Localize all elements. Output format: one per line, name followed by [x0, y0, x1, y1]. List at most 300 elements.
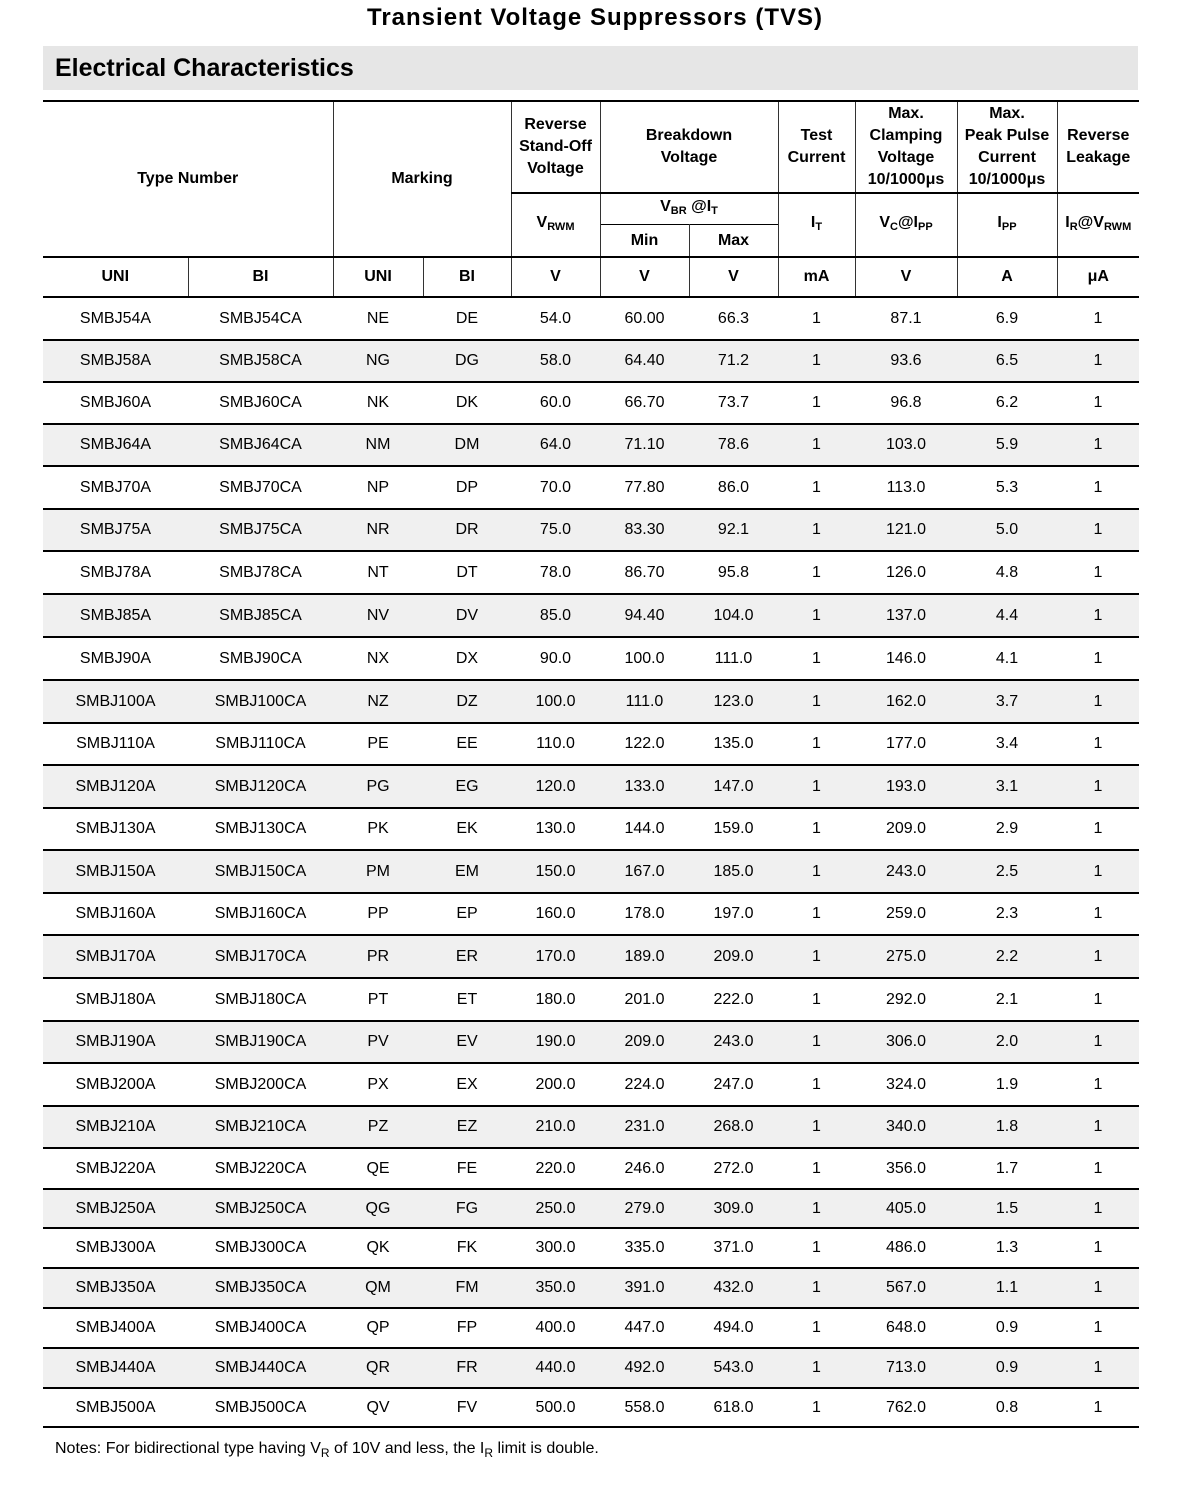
table-cell: 250.0 [511, 1189, 600, 1228]
table-cell: PX [333, 1063, 423, 1106]
table-cell: 180.0 [511, 978, 600, 1021]
table-cell: 432.0 [689, 1268, 778, 1308]
header-type-number: Type Number [43, 101, 333, 257]
table-cell: SMBJ500A [43, 1388, 188, 1427]
table-cell: 193.0 [855, 765, 957, 808]
table-cell: 78.6 [689, 424, 778, 466]
table-cell: EK [423, 808, 511, 850]
table-cell: DR [423, 509, 511, 551]
table-cell: 1 [1057, 340, 1139, 382]
table-cell: 400.0 [511, 1308, 600, 1348]
table-cell: SMBJ150CA [188, 850, 333, 893]
table-cell: 1 [1057, 297, 1139, 340]
table-cell: 1 [778, 723, 855, 765]
table-cell: 2.2 [957, 935, 1057, 978]
table-cell: 1 [1057, 551, 1139, 594]
table-cell: 1 [778, 424, 855, 466]
table-cell: 111.0 [600, 680, 689, 723]
table-cell: 201.0 [600, 978, 689, 1021]
table-row [43, 551, 1139, 594]
table-cell: 209.0 [600, 1021, 689, 1063]
table-cell: SMBJ120A [43, 765, 188, 808]
table-cell: 190.0 [511, 1021, 600, 1063]
symbol-vrwm: $V_{RWM}$ [511, 193, 600, 257]
table-cell: EG [423, 765, 511, 808]
table-cell: 6.9 [957, 297, 1057, 340]
table-cell: 73.7 [689, 382, 778, 424]
table-cell: EV [423, 1021, 511, 1063]
table-cell: 1 [778, 297, 855, 340]
table-cell: NX [333, 637, 423, 680]
table-cell: 279.0 [600, 1189, 689, 1228]
table-cell: 1 [1057, 1106, 1139, 1148]
table-cell: 1 [778, 850, 855, 893]
table-cell: SMBJ190CA [188, 1021, 333, 1063]
table-cell: 1 [1057, 1228, 1139, 1268]
table-cell: 1 [1057, 466, 1139, 509]
table-cell: SMBJ78A [43, 551, 188, 594]
table-cell: 2.1 [957, 978, 1057, 1021]
table-cell: NG [333, 340, 423, 382]
symbol-vbr: $V_{BR}$ $@I_T$ [600, 193, 778, 225]
table-cell: QM [333, 1268, 423, 1308]
table-cell: 1 [1057, 1388, 1139, 1427]
table-cell: 86.70 [600, 551, 689, 594]
table-cell: SMBJ350CA [188, 1268, 333, 1308]
table-cell: DE [423, 297, 511, 340]
table-cell: 762.0 [855, 1388, 957, 1427]
table-cell: NR [333, 509, 423, 551]
table-cell: 494.0 [689, 1308, 778, 1348]
table-cell: 306.0 [855, 1021, 957, 1063]
table-cell: 1 [778, 978, 855, 1021]
table-cell: 1 [1057, 1189, 1139, 1228]
table-cell: 1 [1057, 1148, 1139, 1189]
table-cell: 405.0 [855, 1189, 957, 1228]
table-cell: SMBJ250CA [188, 1189, 333, 1228]
table-row [43, 1268, 1139, 1308]
table-cell: SMBJ60A [43, 382, 188, 424]
table-cell: 275.0 [855, 935, 957, 978]
table-cell: 78.0 [511, 551, 600, 594]
table-cell: 1 [1057, 850, 1139, 893]
table-cell: 440.0 [511, 1348, 600, 1388]
table-cell: 391.0 [600, 1268, 689, 1308]
table-cell: 209.0 [689, 935, 778, 978]
table-cell: 4.8 [957, 551, 1057, 594]
table-cell: ET [423, 978, 511, 1021]
table-cell: 147.0 [689, 765, 778, 808]
table-cell: SMBJ400CA [188, 1308, 333, 1348]
table-cell: 324.0 [855, 1063, 957, 1106]
table-cell: 104.0 [689, 594, 778, 637]
table-cell: 335.0 [600, 1228, 689, 1268]
table-cell: 95.8 [689, 551, 778, 594]
table-cell: DX [423, 637, 511, 680]
table-cell: QR [333, 1348, 423, 1388]
table-cell: SMBJ210A [43, 1106, 188, 1148]
table-cell: 1 [1057, 723, 1139, 765]
table-cell: SMBJ180A [43, 978, 188, 1021]
table-cell: SMBJ58A [43, 340, 188, 382]
table-cell: 543.0 [689, 1348, 778, 1388]
table-cell: PG [333, 765, 423, 808]
table-cell: 1 [778, 1106, 855, 1148]
table-row [43, 893, 1139, 935]
table-cell: EM [423, 850, 511, 893]
table-cell: SMBJ75CA [188, 509, 333, 551]
table-cell: 1 [1057, 1063, 1139, 1106]
table-cell: 71.10 [600, 424, 689, 466]
table-cell: SMBJ110A [43, 723, 188, 765]
table-cell: 54.0 [511, 297, 600, 340]
table-cell: 150.0 [511, 850, 600, 893]
table-cell: NP [333, 466, 423, 509]
table-row [43, 594, 1139, 637]
table-cell: 90.0 [511, 637, 600, 680]
table-row [43, 850, 1139, 893]
table-cell: DV [423, 594, 511, 637]
table-cell: 137.0 [855, 594, 957, 637]
table-cell: 231.0 [600, 1106, 689, 1148]
table-cell: 60.0 [511, 382, 600, 424]
table-cell: NM [333, 424, 423, 466]
header-clamping-voltage: Max. Clamping Voltage 10/1000μs [855, 101, 957, 193]
table-cell: 144.0 [600, 808, 689, 850]
header-test-current: Test Current [778, 101, 855, 193]
table-row [43, 723, 1139, 765]
table-cell: NK [333, 382, 423, 424]
table-cell: 1 [1057, 978, 1139, 1021]
table-cell: 122.0 [600, 723, 689, 765]
table-cell: PM [333, 850, 423, 893]
table-cell: FK [423, 1228, 511, 1268]
table-cell: 1 [1057, 594, 1139, 637]
table-cell: 1 [1057, 1348, 1139, 1388]
table-cell: 259.0 [855, 893, 957, 935]
table-cell: 3.1 [957, 765, 1057, 808]
table-cell: 340.0 [855, 1106, 957, 1148]
table-cell: 3.4 [957, 723, 1057, 765]
table-cell: 92.1 [689, 509, 778, 551]
table-cell: 300.0 [511, 1228, 600, 1268]
table-cell: 1 [778, 935, 855, 978]
table-cell: 177.0 [855, 723, 957, 765]
table-cell: 243.0 [855, 850, 957, 893]
unit-cell: mA [778, 257, 855, 297]
table-cell: QK [333, 1228, 423, 1268]
table-row [43, 935, 1139, 978]
table-cell: 1 [778, 1268, 855, 1308]
table-cell: 1 [1057, 382, 1139, 424]
table-row [43, 1228, 1139, 1268]
table-cell: 86.0 [689, 466, 778, 509]
table-cell: SMBJ170A [43, 935, 188, 978]
table-cell: SMBJ75A [43, 509, 188, 551]
document-title: Transient Voltage Suppressors (TVS) [367, 4, 823, 31]
table-cell: 268.0 [689, 1106, 778, 1148]
table-cell: 0.8 [957, 1388, 1057, 1427]
table-cell: PR [333, 935, 423, 978]
table-cell: 113.0 [855, 466, 957, 509]
table-cell: 1 [778, 551, 855, 594]
table-cell: 66.3 [689, 297, 778, 340]
table-cell: 243.0 [689, 1021, 778, 1063]
table-cell: SMBJ180CA [188, 978, 333, 1021]
header-max: Max [689, 225, 778, 258]
table-cell: 5.9 [957, 424, 1057, 466]
header-reverse-standoff-voltage: Reverse Stand-Off Voltage [511, 101, 600, 193]
table-cell: SMBJ90A [43, 637, 188, 680]
unit-cell: V [511, 257, 600, 297]
table-cell: 247.0 [689, 1063, 778, 1106]
table-cell: 1 [1057, 1021, 1139, 1063]
table-cell: 1 [778, 382, 855, 424]
unit-cell: UNI [333, 257, 423, 297]
table-cell: 222.0 [689, 978, 778, 1021]
table-cell: ER [423, 935, 511, 978]
table-cell: SMBJ220A [43, 1148, 188, 1189]
table-cell: PK [333, 808, 423, 850]
table-cell: 210.0 [511, 1106, 600, 1148]
table-cell: PE [333, 723, 423, 765]
table-cell: SMBJ250A [43, 1189, 188, 1228]
table-cell: SMBJ150A [43, 850, 188, 893]
table-cell: FP [423, 1308, 511, 1348]
table-cell: 170.0 [511, 935, 600, 978]
table-cell: 648.0 [855, 1308, 957, 1348]
table-cell: EX [423, 1063, 511, 1106]
table-cell: 6.5 [957, 340, 1057, 382]
table-cell: DZ [423, 680, 511, 723]
table-cell: SMBJ130A [43, 808, 188, 850]
table-cell: 1 [1057, 1268, 1139, 1308]
table-cell: 133.0 [600, 765, 689, 808]
table-cell: 1 [1057, 935, 1139, 978]
table-cell: SMBJ70A [43, 466, 188, 509]
table-row [43, 1063, 1139, 1106]
table-cell: 292.0 [855, 978, 957, 1021]
table-cell: 356.0 [855, 1148, 957, 1189]
table-cell: 83.30 [600, 509, 689, 551]
table-cell: PT [333, 978, 423, 1021]
table-cell: 447.0 [600, 1308, 689, 1348]
table-cell: EE [423, 723, 511, 765]
table-cell: 130.0 [511, 808, 600, 850]
table-cell: 220.0 [511, 1148, 600, 1189]
table-cell: 1 [778, 1228, 855, 1268]
unit-cell: BI [423, 257, 511, 297]
table-cell: 96.8 [855, 382, 957, 424]
table-cell: SMBJ90CA [188, 637, 333, 680]
table-row [43, 1388, 1139, 1427]
table-cell: SMBJ100A [43, 680, 188, 723]
table-cell: 1 [778, 594, 855, 637]
section-title: Electrical Characteristics [43, 46, 1138, 90]
table-cell: 4.1 [957, 637, 1057, 680]
table-row [43, 1308, 1139, 1348]
table-cell: 100.0 [600, 637, 689, 680]
table-cell: FM [423, 1268, 511, 1308]
table-cell: 1 [778, 1148, 855, 1189]
table-cell: SMBJ210CA [188, 1106, 333, 1148]
table-row [43, 382, 1139, 424]
table-row [43, 1106, 1139, 1148]
unit-cell: UNI [43, 257, 188, 297]
table-cell: NE [333, 297, 423, 340]
table-cell: 1 [1057, 765, 1139, 808]
table-cell: QE [333, 1148, 423, 1189]
table-cell: 492.0 [600, 1348, 689, 1388]
table-cell: 135.0 [689, 723, 778, 765]
table-row [43, 1021, 1139, 1063]
table-cell: FR [423, 1348, 511, 1388]
header-peak-pulse-current: Max. Peak Pulse Current 10/1000μs [957, 101, 1057, 193]
unit-cell: μA [1057, 257, 1139, 297]
table-cell: 1 [778, 1189, 855, 1228]
table-row [43, 509, 1139, 551]
table-cell: SMBJ200CA [188, 1063, 333, 1106]
table-cell: 224.0 [600, 1063, 689, 1106]
table-row [43, 765, 1139, 808]
table-cell: 146.0 [855, 637, 957, 680]
table-body [43, 297, 1139, 1427]
table-row [43, 466, 1139, 509]
table-cell: 1 [1057, 893, 1139, 935]
table-cell: PP [333, 893, 423, 935]
table-row [43, 424, 1139, 466]
table-cell: 2.5 [957, 850, 1057, 893]
table-cell: 167.0 [600, 850, 689, 893]
table-cell: 120.0 [511, 765, 600, 808]
table-cell: 1 [778, 1063, 855, 1106]
table-cell: DG [423, 340, 511, 382]
table-cell: 1.8 [957, 1106, 1057, 1148]
table-cell: PV [333, 1021, 423, 1063]
table-cell: SMBJ120CA [188, 765, 333, 808]
table-cell: 246.0 [600, 1148, 689, 1189]
table-cell: SMBJ160CA [188, 893, 333, 935]
table-cell: NZ [333, 680, 423, 723]
table-cell: SMBJ190A [43, 1021, 188, 1063]
table-cell: 1 [1057, 1308, 1139, 1348]
table-cell: 1.5 [957, 1189, 1057, 1228]
table-cell: 93.6 [855, 340, 957, 382]
table-cell: SMBJ78CA [188, 551, 333, 594]
table-cell: 1.7 [957, 1148, 1057, 1189]
table-cell: SMBJ170CA [188, 935, 333, 978]
table-cell: 1 [1057, 637, 1139, 680]
table-cell: 272.0 [689, 1148, 778, 1189]
table-cell: NV [333, 594, 423, 637]
unit-cell: A [957, 257, 1057, 297]
table-cell: SMBJ160A [43, 893, 188, 935]
table-cell: SMBJ220CA [188, 1148, 333, 1189]
header-breakdown-voltage: Breakdown Voltage [600, 101, 778, 193]
table-cell: 1 [778, 466, 855, 509]
table-cell: 2.0 [957, 1021, 1057, 1063]
table-row [43, 1189, 1139, 1228]
table-cell: 87.1 [855, 297, 957, 340]
table-cell: DT [423, 551, 511, 594]
table-cell: 0.9 [957, 1348, 1057, 1388]
table-cell: 1 [778, 680, 855, 723]
table-cell: 713.0 [855, 1348, 957, 1388]
table-cell: 1 [778, 637, 855, 680]
table-cell: 2.3 [957, 893, 1057, 935]
table-cell: 1.3 [957, 1228, 1057, 1268]
table-row [43, 1148, 1139, 1189]
table-cell: 486.0 [855, 1228, 957, 1268]
table-cell: 121.0 [855, 509, 957, 551]
table-cell: EZ [423, 1106, 511, 1148]
table-row [43, 340, 1139, 382]
table-cell: SMBJ85CA [188, 594, 333, 637]
table-cell: SMBJ64CA [188, 424, 333, 466]
symbol-vc-ipp: $V_C@I_{PP}$ [855, 193, 957, 257]
table-cell: 1 [778, 1308, 855, 1348]
header-marking: Marking [333, 101, 511, 257]
table-cell: SMBJ58CA [188, 340, 333, 382]
footnote: Notes: For bidirectional type having $V_R$ of 10V and less, the $I_R$ limit is double. [55, 1440, 599, 1460]
table-cell: 111.0 [689, 637, 778, 680]
table-cell: 185.0 [689, 850, 778, 893]
table-cell: 60.00 [600, 297, 689, 340]
table-cell: SMBJ400A [43, 1308, 188, 1348]
unit-cell: BI [188, 257, 333, 297]
table-cell: 1 [778, 1021, 855, 1063]
table-cell: SMBJ350A [43, 1268, 188, 1308]
table-cell: 309.0 [689, 1189, 778, 1228]
table-cell: 618.0 [689, 1388, 778, 1427]
table-cell: SMBJ64A [43, 424, 188, 466]
table-row [43, 680, 1139, 723]
table-cell: 3.7 [957, 680, 1057, 723]
table-cell: 85.0 [511, 594, 600, 637]
table-cell: SMBJ200A [43, 1063, 188, 1106]
table-cell: 94.40 [600, 594, 689, 637]
table-cell: 1 [778, 340, 855, 382]
table-row [43, 978, 1139, 1021]
table-cell: 103.0 [855, 424, 957, 466]
table-cell: 1.1 [957, 1268, 1057, 1308]
table-cell: 558.0 [600, 1388, 689, 1427]
table-cell: SMBJ100CA [188, 680, 333, 723]
table-cell: 71.2 [689, 340, 778, 382]
electrical-characteristics-table [43, 100, 1139, 1428]
table-row [43, 1348, 1139, 1388]
table-cell: 209.0 [855, 808, 957, 850]
symbol-it: $I_T$ [778, 193, 855, 257]
table-cell: 70.0 [511, 466, 600, 509]
table-cell: 58.0 [511, 340, 600, 382]
table-cell: 200.0 [511, 1063, 600, 1106]
table-cell: 66.70 [600, 382, 689, 424]
table-cell: 371.0 [689, 1228, 778, 1268]
unit-cell: V [600, 257, 689, 297]
table-cell: PZ [333, 1106, 423, 1148]
table-cell: FG [423, 1189, 511, 1228]
table-cell: 5.0 [957, 509, 1057, 551]
table-cell: NT [333, 551, 423, 594]
table-cell: 75.0 [511, 509, 600, 551]
unit-cell: V [855, 257, 957, 297]
table-cell: 1 [1057, 680, 1139, 723]
table-cell: 162.0 [855, 680, 957, 723]
table-cell: 6.2 [957, 382, 1057, 424]
table-cell: SMBJ85A [43, 594, 188, 637]
table-cell: 5.3 [957, 466, 1057, 509]
